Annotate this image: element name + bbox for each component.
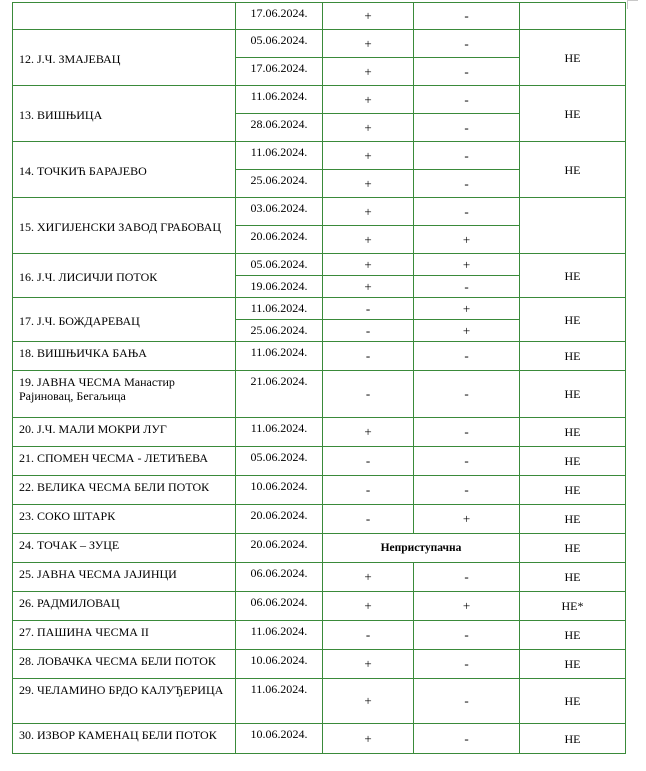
test-a-cell: + [323,254,414,276]
date-cell: 06.06.2024. [236,563,323,592]
place-name-cell: 12. Ј.Ч. ЗМАЈЕВАЦ [13,30,236,86]
test-b-cell: + [414,505,520,534]
test-b-cell: - [414,447,520,476]
date-cell: 11.06.2024. [236,418,323,447]
test-a-cell: + [323,650,414,679]
test-b-cell: + [414,254,520,276]
date-cell: 05.06.2024. [236,30,323,58]
test-b-cell: - [414,276,520,298]
test-b-cell: - [414,650,520,679]
date-cell: 11.06.2024. [236,679,323,724]
date-cell: 05.06.2024. [236,254,323,276]
date-cell: 11.06.2024. [236,86,323,114]
result-cell: НЕ* [520,592,626,621]
result-cell [520,198,626,254]
test-b-cell: - [414,371,520,418]
date-cell: 11.06.2024. [236,342,323,371]
date-cell: 17.06.2024. [236,3,323,30]
result-cell: НЕ [520,447,626,476]
place-name-cell [13,3,236,30]
test-a-cell: + [323,276,414,298]
test-a-cell: + [323,3,414,30]
date-cell: 21.06.2024. [236,371,323,418]
test-b-cell: - [414,621,520,650]
test-a-cell: + [323,30,414,58]
test-a-cell: - [323,320,414,342]
place-name-cell: 26. РАДМИЛОВАЦ [13,592,236,621]
test-b-cell: + [414,592,520,621]
place-name-cell: 17. Ј.Ч. БОЖДАРЕВАЦ [13,298,236,342]
test-b-cell: - [414,724,520,754]
test-a-cell: + [323,592,414,621]
test-a-cell: + [323,198,414,226]
test-b-cell: - [414,198,520,226]
test-b-cell: + [414,226,520,254]
place-name-cell: 20. Ј.Ч. МАЛИ МОКРИ ЛУГ [13,418,236,447]
place-name-cell: 14. ТОЧКИЋ БАРАЈЕВО [13,142,236,198]
date-cell: 25.06.2024. [236,320,323,342]
test-a-cell: - [323,371,414,418]
test-a-cell: + [323,170,414,198]
test-b-cell: - [414,58,520,86]
test-a-cell: + [323,58,414,86]
result-cell: НЕ [520,30,626,86]
test-b-cell: - [414,170,520,198]
result-cell [520,3,626,30]
place-name-cell: 25. ЈАВНА ЧЕСМА ЈАЈИНЦИ [13,563,236,592]
date-cell: 10.06.2024. [236,476,323,505]
test-a-cell: + [323,418,414,447]
date-cell: 05.06.2024. [236,447,323,476]
result-cell: НЕ [520,254,626,298]
inaccessible-note: Неприступачна [323,534,520,563]
test-b-cell: - [414,476,520,505]
result-cell: НЕ [520,86,626,142]
date-cell: 20.06.2024. [236,505,323,534]
date-cell: 06.06.2024. [236,592,323,621]
result-cell: НЕ [520,679,626,724]
test-a-cell: - [323,476,414,505]
result-cell: НЕ [520,142,626,198]
test-a-cell: - [323,621,414,650]
place-name-cell: 16. Ј.Ч. ЛИСИЧЈИ ПОТОК [13,254,236,298]
test-b-cell: - [414,114,520,142]
result-cell: НЕ [520,621,626,650]
place-name-cell: 13. ВИШЊИЦА [13,86,236,142]
test-a-cell: - [323,447,414,476]
place-name-cell: 24. ТОЧАК – ЗУЦЕ [13,534,236,563]
result-cell: НЕ [520,505,626,534]
test-a-cell: + [323,724,414,754]
test-b-cell: - [414,342,520,371]
test-b-cell: - [414,30,520,58]
water-test-table [12,2,626,754]
date-cell: 20.06.2024. [236,534,323,563]
place-name-cell: 30. ИЗВОР КАМЕНАЦ БЕЛИ ПОТОК [13,724,236,754]
test-a-cell: + [323,142,414,170]
result-cell: НЕ [520,563,626,592]
date-cell: 28.06.2024. [236,114,323,142]
date-cell: 25.06.2024. [236,170,323,198]
test-a-cell: + [323,679,414,724]
test-a-cell: + [323,86,414,114]
result-cell: НЕ [520,298,626,342]
date-cell: 11.06.2024. [236,621,323,650]
test-b-cell: - [414,679,520,724]
result-cell: НЕ [520,476,626,505]
test-a-cell: - [323,342,414,371]
place-name-cell: 28. ЛОВАЧКА ЧЕСМА БЕЛИ ПОТОК [13,650,236,679]
test-b-cell: - [414,142,520,170]
test-b-cell: - [414,86,520,114]
result-cell: НЕ [520,371,626,418]
result-cell: НЕ [520,650,626,679]
test-a-cell: - [323,298,414,320]
date-cell: 20.06.2024. [236,226,323,254]
place-name-cell: 22. ВЕЛИКА ЧЕСМА БЕЛИ ПОТОК [13,476,236,505]
date-cell: 11.06.2024. [236,142,323,170]
test-a-cell: + [323,226,414,254]
test-b-cell: - [414,418,520,447]
date-cell: 19.06.2024. [236,276,323,298]
test-a-cell: + [323,563,414,592]
test-b-cell: - [414,563,520,592]
test-a-cell: + [323,114,414,142]
place-name-cell: 18. ВИШЊИЧКА БАЊА [13,342,236,371]
place-name-cell: 23. СОКО ШТАРК [13,505,236,534]
result-cell: НЕ [520,534,626,563]
date-cell: 10.06.2024. [236,650,323,679]
page-corner-mark [627,0,638,9]
test-b-cell: - [414,3,520,30]
date-cell: 17.06.2024. [236,58,323,86]
test-b-cell: + [414,298,520,320]
place-name-cell: 19. ЈАВНА ЧЕСМА Манастир Рајиновац, Бегаљица [13,371,236,418]
place-name-cell: 27. ПАШИНА ЧЕСМА II [13,621,236,650]
date-cell: 10.06.2024. [236,724,323,754]
date-cell: 11.06.2024. [236,298,323,320]
place-name-cell: 29. ЧЕЛАМИНО БРДО КАЛУЂЕРИЦА [13,679,236,724]
test-a-cell: - [323,505,414,534]
result-cell: НЕ [520,418,626,447]
test-b-cell: + [414,320,520,342]
place-name-cell: 15. ХИГИЈЕНСКИ ЗАВОД ГРАБОВАЦ [13,198,236,254]
result-cell: НЕ [520,342,626,371]
result-cell: НЕ [520,724,626,754]
place-name-cell: 21. СПОМЕН ЧЕСМА - ЛЕТИЋЕВА [13,447,236,476]
date-cell: 03.06.2024. [236,198,323,226]
